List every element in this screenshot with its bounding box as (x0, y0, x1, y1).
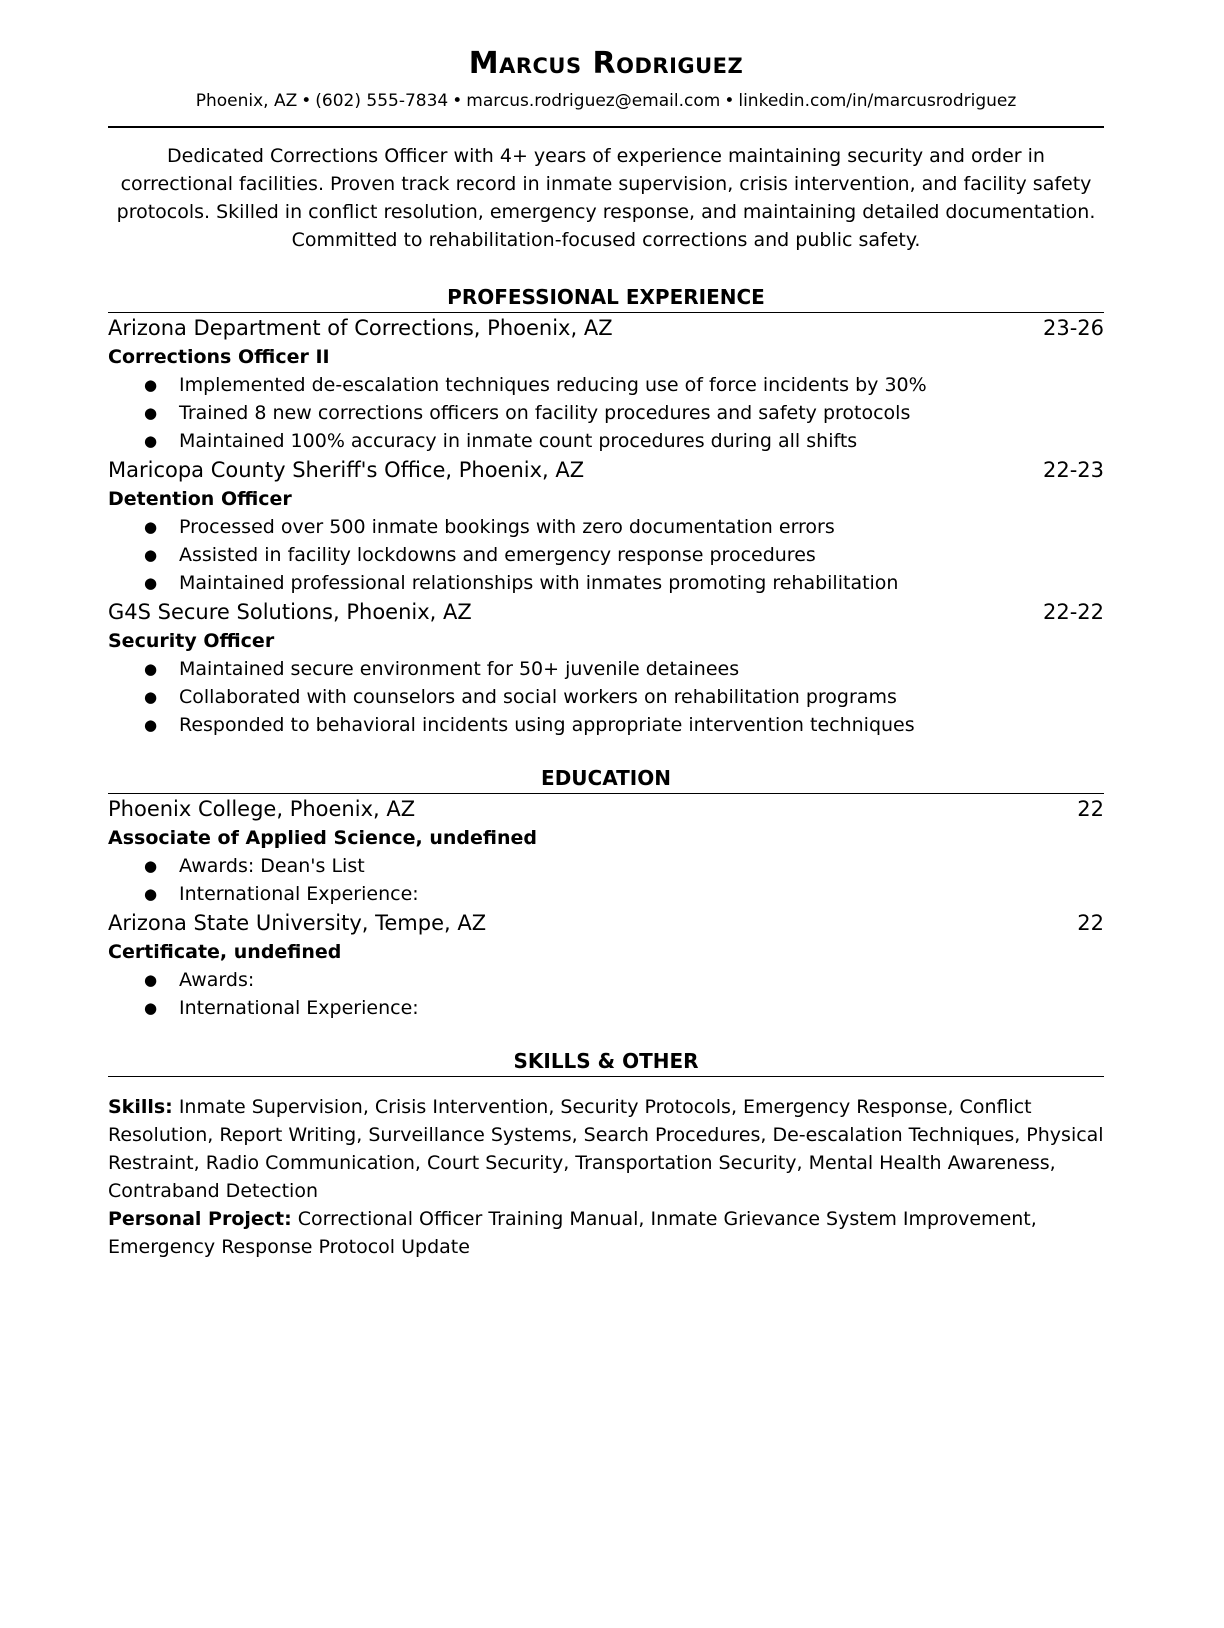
list-item (108, 994, 1104, 1022)
education-entry (108, 908, 1104, 1022)
entry-role: Corrections Officer II (108, 346, 330, 368)
entry-header (108, 908, 1104, 938)
contact-location: Phoenix, AZ (195, 91, 298, 111)
bullet-icon: ● (144, 660, 158, 678)
entry-organization: Arizona Department of Corrections, Phoenix, AZ (108, 316, 613, 340)
education-section-title: EDUCATION (108, 765, 1104, 794)
experience-entry (108, 313, 1104, 455)
bullet-text: Awards: Dean's List (179, 855, 365, 877)
bullet-text: International Experience: (179, 997, 419, 1019)
entry-organization: Phoenix College, Phoenix, AZ (108, 797, 416, 821)
bullet-icon: ● (144, 376, 158, 394)
contact-line (108, 90, 1104, 112)
list-item (108, 371, 1104, 399)
bullet-icon: ● (144, 885, 158, 903)
entry-organization: Maricopa County Sheriff's Office, Phoenix, AZ (108, 458, 585, 482)
professional-summary: Dedicated Corrections Officer with 4+ years of experience maintaining security and order in correctional facilities. Proven track record in inmate supervision, crisis intervention, and facility safety protocols. Skilled in conflict resolution, emergency response, and maintaining detailed documentation. Committed to rehabilitation-focused corrections and public safety. (116, 145, 1096, 251)
project-text: Correctional Officer Training Manual, Inmate Grievance System Improvement, Emergency Response Protocol Update (108, 1208, 1037, 1258)
skills-text: Inmate Supervision, Crisis Intervention, Security Protocols, Emergency Response, Conflict Resolution, Report Writing, Surveillance Systems, Search Procedures, De-escalation Techniques, Physical Restraint, Radio Communication, Court Security, Transportation Security, Mental Health Awareness, Contraband Detection (108, 1096, 1104, 1202)
education-entry (108, 794, 1104, 908)
bullet-text: Assisted in facility lockdowns and emergency response procedures (179, 544, 816, 566)
entry-header (108, 597, 1104, 627)
bullet-icon: ● (144, 574, 158, 592)
entry-date: 22-23 (1042, 458, 1104, 482)
bullet-icon: ● (144, 404, 158, 422)
skills-section-title: SKILLS & OTHER (108, 1048, 1104, 1077)
contact-separator: • (301, 91, 312, 111)
entry-date: 22 (1077, 911, 1104, 935)
bullet-text: Awards: (179, 969, 255, 991)
contact-separator: • (724, 91, 735, 111)
experience-entry (108, 597, 1104, 739)
bullet-text: Implemented de-escalation techniques reducing use of force incidents by 30% (179, 374, 927, 396)
list-item (108, 513, 1104, 541)
list-item (108, 880, 1104, 908)
list-item (108, 966, 1104, 994)
list-item (108, 655, 1104, 683)
bullet-icon: ● (144, 546, 158, 564)
contact-email[interactable]: marcus.rodriguez@email.com (466, 91, 721, 111)
bullet-icon: ● (144, 716, 158, 734)
list-item (108, 711, 1104, 739)
bullet-list (108, 655, 1104, 739)
bullet-text: Collaborated with counselors and social workers on rehabilitation programs (179, 686, 897, 708)
experience-entry (108, 455, 1104, 597)
bullet-text: Responded to behavioral incidents using appropriate intervention techniques (179, 714, 915, 736)
entry-degree: Associate of Applied Science, undefined (108, 827, 538, 849)
entry-role: Detention Officer (108, 488, 292, 510)
entry-organization: Arizona State University, Tempe, AZ (108, 911, 487, 935)
skills-block (108, 1093, 1104, 1261)
project-label: Personal Project: (108, 1208, 292, 1230)
bullet-text: Maintained 100% accuracy in inmate count procedures during all shifts (179, 430, 858, 452)
bullet-text: Maintained professional relationships with inmates promoting rehabilitation (179, 572, 899, 594)
contact-linkedin[interactable]: linkedin.com/in/marcusrodriguez (738, 91, 1017, 111)
experience-section-title: PROFESSIONAL EXPERIENCE (108, 284, 1104, 313)
list-item (108, 399, 1104, 427)
bullet-icon: ● (144, 518, 158, 536)
bullet-icon: ● (144, 688, 158, 706)
bullet-icon: ● (144, 432, 158, 450)
bullet-text: International Experience: (179, 883, 419, 905)
entry-date: 22 (1077, 797, 1104, 821)
project-paragraph (108, 1205, 1104, 1261)
bullet-icon: ● (144, 971, 158, 989)
bullet-list (108, 371, 1104, 455)
entry-date: 23-26 (1042, 316, 1104, 340)
skills-label: Skills: (108, 1096, 173, 1118)
skills-paragraph (108, 1093, 1104, 1205)
resume-page (0, 44, 1224, 1628)
bullet-icon: ● (144, 857, 158, 875)
entry-role: Security Officer (108, 630, 275, 652)
bullet-text: Trained 8 new corrections officers on facility procedures and safety protocols (179, 402, 911, 424)
header-divider (108, 126, 1104, 128)
list-item (108, 852, 1104, 880)
list-item (108, 541, 1104, 569)
entry-degree: Certificate, undefined (108, 941, 342, 963)
bullet-list (108, 513, 1104, 597)
entry-header (108, 313, 1104, 343)
entry-date: 22-22 (1042, 600, 1104, 624)
bullet-list (108, 852, 1104, 908)
contact-separator: • (452, 91, 463, 111)
bullet-icon: ● (144, 999, 158, 1017)
entry-organization: G4S Secure Solutions, Phoenix, AZ (108, 600, 472, 624)
bullet-list (108, 966, 1104, 1022)
candidate-name: Marcus Rodriguez (468, 46, 744, 81)
list-item (108, 683, 1104, 711)
entry-header (108, 794, 1104, 824)
entry-header (108, 455, 1104, 485)
bullet-text: Maintained secure environment for 50+ juvenile detainees (179, 658, 740, 680)
list-item (108, 427, 1104, 455)
bullet-text: Processed over 500 inmate bookings with zero documentation errors (179, 516, 835, 538)
list-item (108, 569, 1104, 597)
contact-phone: (602) 555-7834 (315, 91, 449, 111)
